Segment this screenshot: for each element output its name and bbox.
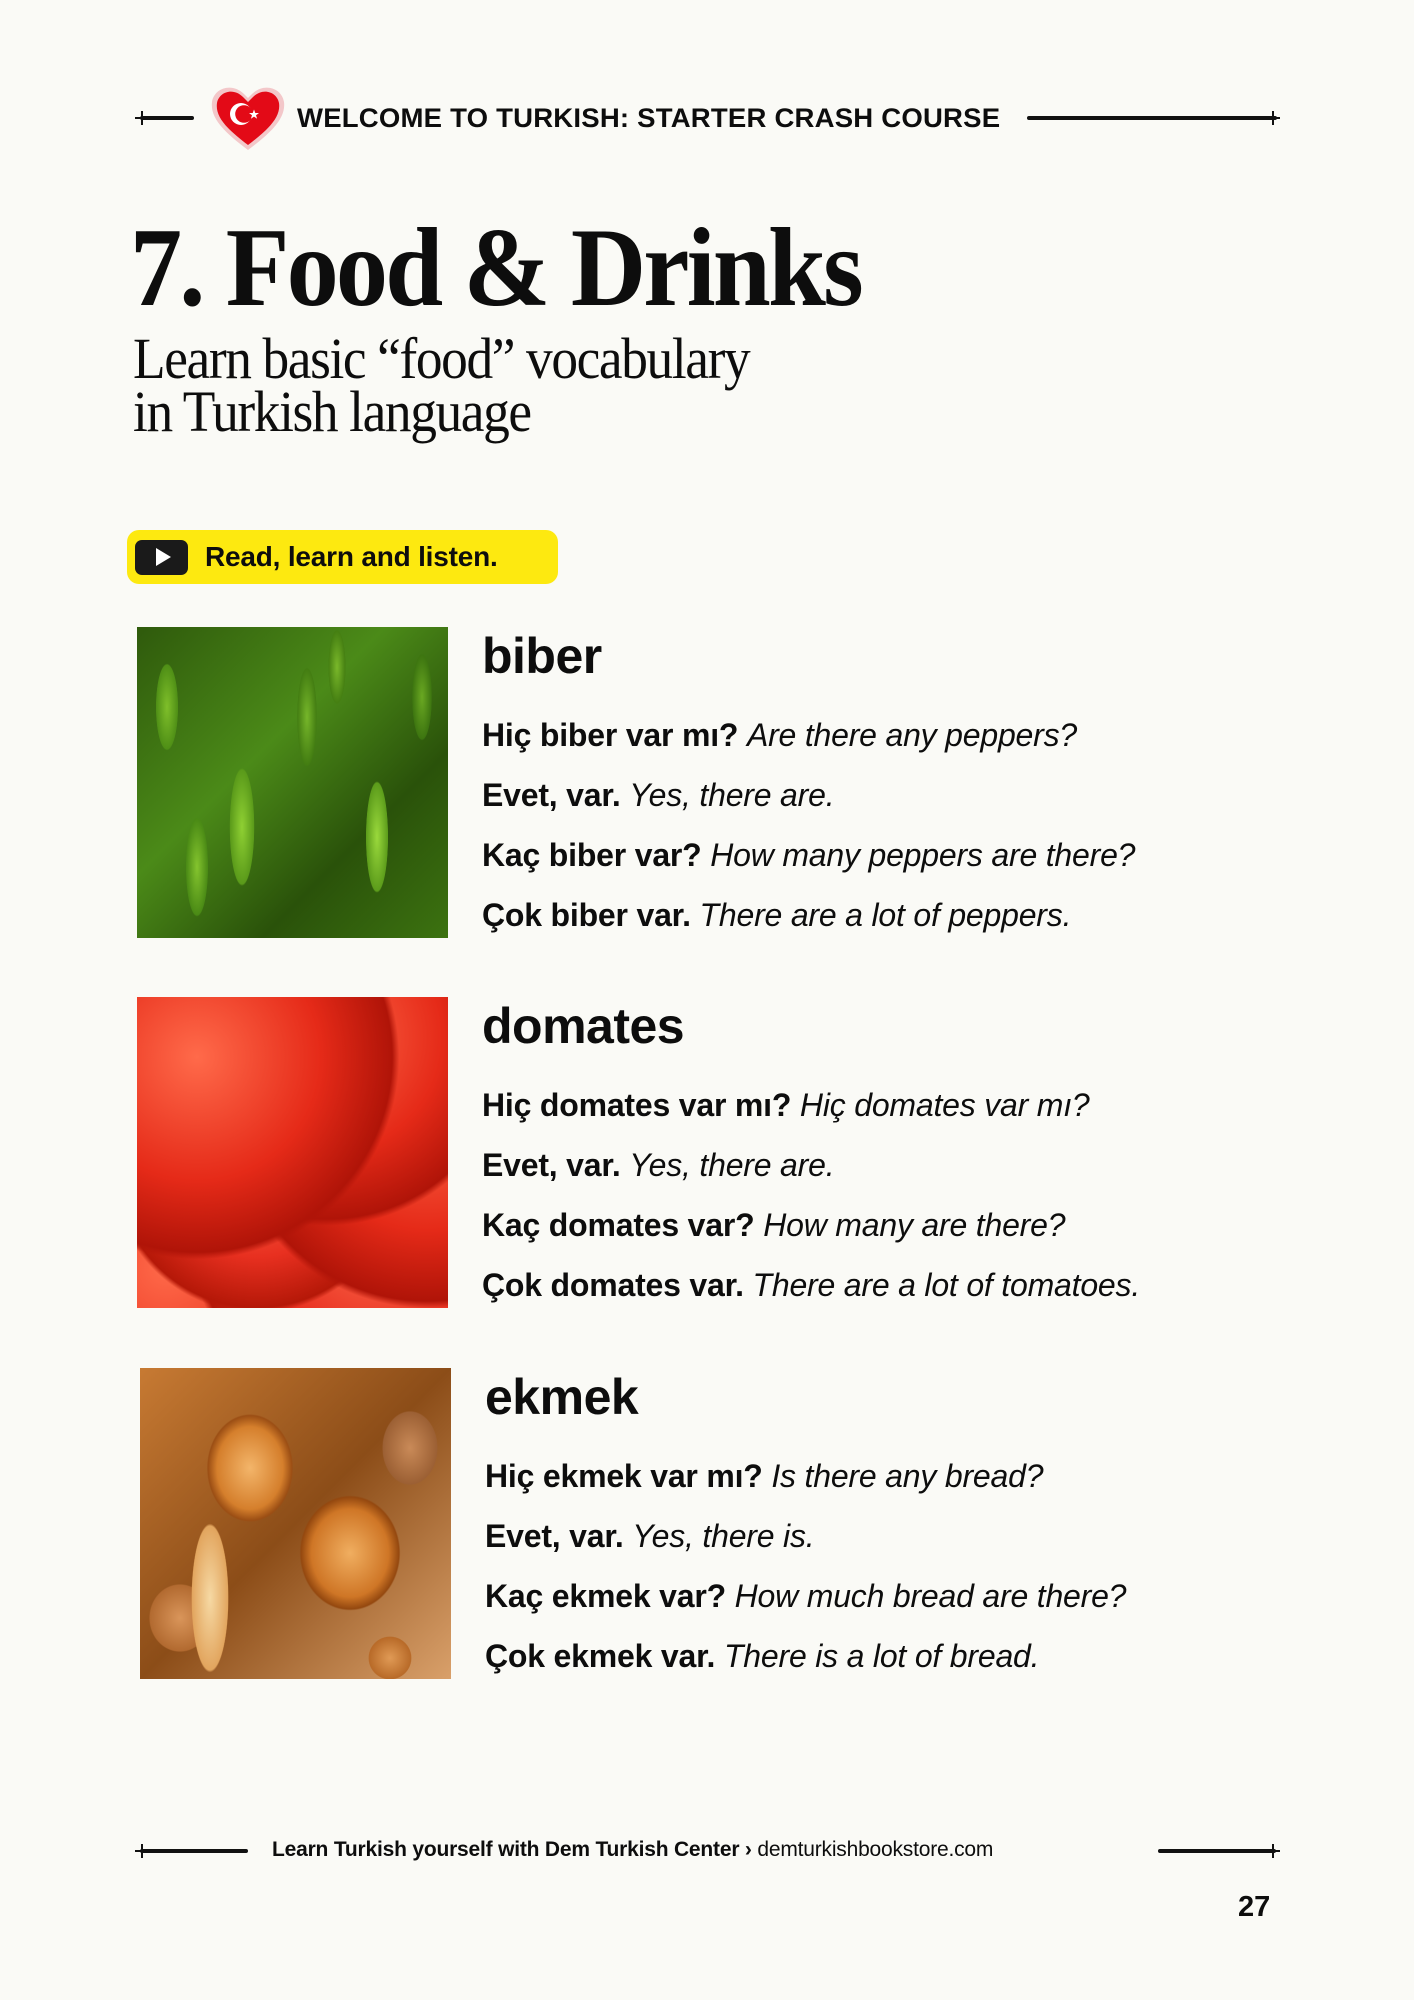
example-sentence: Evet, var. Yes, there are.	[482, 777, 835, 813]
bread-photo	[140, 1368, 451, 1679]
footer-rule-left-sparkle	[135, 1844, 149, 1858]
example-sentence: Kaç ekmek var? How much bread are there?	[485, 1578, 1127, 1614]
example-sentence: Çok domates var. There are a lot of tomatoes.	[482, 1267, 1141, 1303]
turkish-flag-heart-icon	[208, 82, 288, 154]
footer-rule-right-sparkle	[1266, 1844, 1280, 1858]
tomatoes-photo	[137, 997, 448, 1308]
example-sentence: Hiç domates var mı? Hiç domates var mı?	[482, 1087, 1090, 1123]
vocab-card-biber	[137, 627, 1297, 939]
footer-credit	[272, 1838, 993, 1862]
page-number: 27	[1238, 1891, 1271, 1923]
vocab-word: biber	[482, 628, 602, 684]
example-sentence: Kaç biber var? How many peppers are there?	[482, 837, 1136, 873]
footer-tagline: Learn Turkish yourself with Dem Turkish Center ›	[272, 1838, 752, 1861]
vocab-card-ekmek	[140, 1368, 1300, 1680]
play-icon[interactable]	[135, 540, 188, 575]
subtitle-line: Learn basic “food” vocabulary	[133, 326, 750, 391]
course-title: WELCOME TO TURKISH: STARTER CRASH COURSE	[297, 103, 1001, 133]
example-sentence: Hiç biber var mı? Are there any peppers?	[482, 717, 1077, 753]
vocab-word: ekmek	[485, 1369, 639, 1425]
page-subtitle	[133, 326, 750, 444]
example-sentence: Çok ekmek var. There is a lot of bread.	[485, 1638, 1040, 1674]
page-title: 7. Food & Drinks	[130, 206, 861, 330]
vocab-card-domates	[137, 997, 1297, 1309]
example-sentence: Çok biber var. There are a lot of peppers.	[482, 897, 1072, 933]
read-learn-listen-badge[interactable]	[127, 530, 558, 584]
footer-rule-left	[140, 1849, 248, 1853]
badge-label: Read, learn and listen.	[205, 541, 498, 572]
example-sentence: Evet, var. Yes, there are.	[482, 1147, 835, 1183]
footer-rule-right	[1158, 1849, 1276, 1853]
header-rule-right-sparkle	[1266, 111, 1280, 125]
example-sentence: Hiç ekmek var mı? Is there any bread?	[485, 1458, 1044, 1494]
example-sentence: Evet, var. Yes, there is.	[485, 1518, 815, 1554]
header-rule-right	[1027, 116, 1277, 120]
vocab-word: domates	[482, 998, 685, 1054]
subtitle-line: in Turkish language	[133, 379, 531, 444]
example-sentence: Kaç domates var? How many are there?	[482, 1207, 1066, 1243]
green-peppers-photo	[137, 627, 448, 938]
header-rule-left-sparkle	[135, 111, 149, 125]
footer-website-link[interactable]: demturkishbookstore.com	[757, 1838, 994, 1861]
